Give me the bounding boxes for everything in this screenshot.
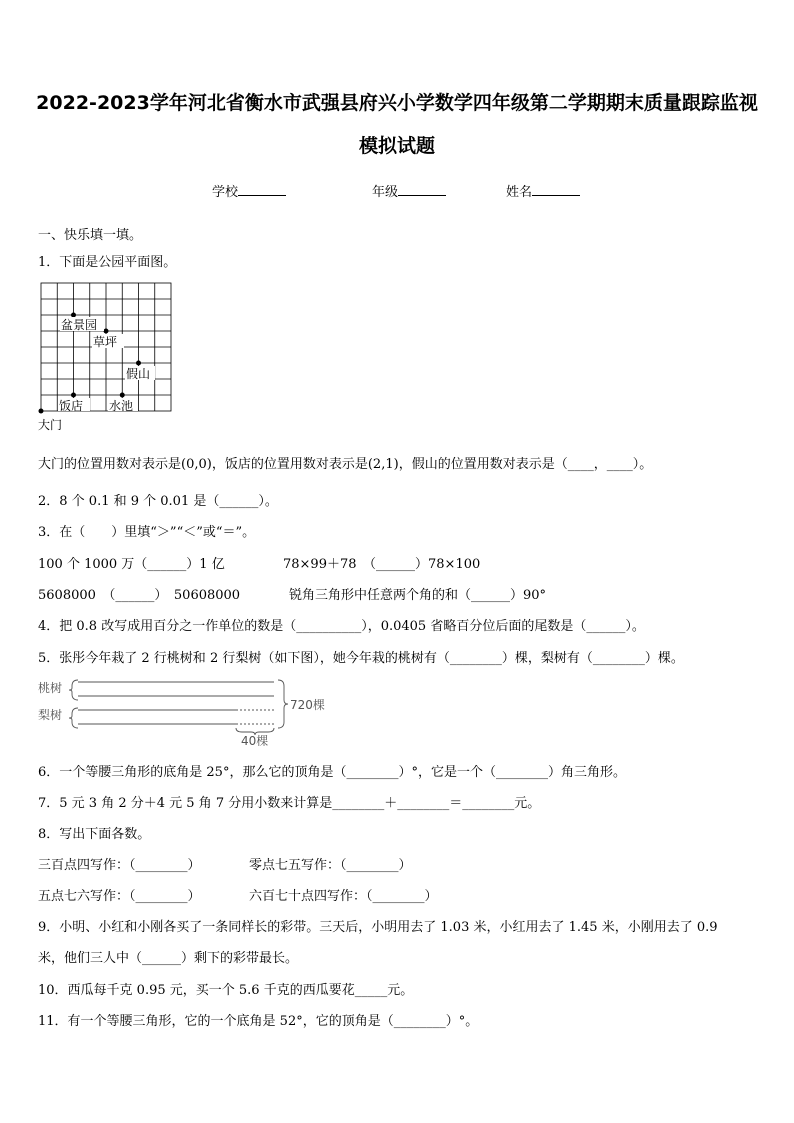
total-label: 720棵 [290,698,325,712]
section-heading: 一、快乐填一填。 [38,228,143,243]
q1-stem: 1．下面是公园平面图。 [38,255,177,270]
q1-text-a: 大门的位置用数对表示是 [38,457,182,472]
q1-text-b: ，饭店的位置用数对表示是 [211,457,368,472]
q1-text-c: ，假山的位置用数对表示是（____，____）。 [398,457,653,472]
fandian-label: 饭店 [59,399,84,413]
grade-label: 年级 [372,185,399,200]
page-title-line2: 模拟试题 [358,135,435,157]
tree-diagram [36,674,336,746]
damen-label: 大门 [38,418,63,432]
q9-line1: 9．小明、小红和小刚各买了一条同样长的彩带。三天后，小明用去了 1.03 米，小红用去了 1.45 米，小刚用去了 0.9 [38,920,718,935]
damen-point [39,409,44,414]
q8-stem: 8．写出下面各数。 [38,827,151,842]
q9-line2: 米，他们三人中（______）剩下的彩带最长。 [38,951,299,966]
shuichi-point [120,393,125,398]
q1-question [38,453,652,472]
q11: 11．有一个等腰三角形，它的一个底角是 52°，它的顶角是（________）°。 [38,1014,479,1029]
q1-coord-b: (2,1) [367,457,399,472]
school-field[interactable] [212,181,286,200]
q3-a: 100 个 1000 万（______）1 亿 [38,557,225,572]
q8-c: 五点七六写作：（________） [38,889,201,904]
penjing-point [71,313,76,318]
q7: 7．5 元 3 角 2 分＋4 元 5 角 7 分用小数来计算是________＋________＝________元。 [38,796,541,811]
shuichi-label: 水池 [109,399,134,413]
q3-stem: 3．在（ ）里填“＞”“＜”或“＝”。 [38,525,256,540]
q3-b: 78×99＋78 （______）78×100 [283,557,481,572]
q5-text: 5．张彤今年栽了 2 行桃树和 2 行梨树（如下图），她今年栽的桃树有（________）棵，梨树有（________）棵。 [38,651,684,666]
q10: 10．西瓜每千克 0.95 元，买一个 5.6 千克的西瓜要花_____元。 [38,983,414,998]
q6: 6．一个等腰三角形的底角是 25°，那么它的顶角是（________）°，它是一个（________）角三角形。 [38,765,626,780]
grade-field[interactable] [372,181,446,200]
peach-label: 桃树 [38,681,63,695]
q4: 4．把 0.8 改写成用百分之一作单位的数是（__________），0.0405 省略百分位后面的尾数是（______）。 [38,619,645,634]
jiashan-label: 假山 [126,367,151,381]
jiashan-point [136,361,141,366]
school-label: 学校 [212,185,239,200]
name-field[interactable] [506,181,580,200]
pear-label: 梨树 [38,708,63,722]
diff-label: 40棵 [241,734,269,746]
page-title-line1: 2022-2023学年河北省衡水市武强县府兴小学数学四年级第二学期期末质量跟踪监视 [36,92,758,114]
penjing-label: 盆景园 [61,318,98,332]
q3-c: 5608000 （______） 50608000 [38,588,241,603]
q2: 2．8 个 0.1 和 9 个 0.01 是（______）。 [38,494,278,509]
park-map [36,280,186,435]
q3-d: 锐角三角形中任意两个角的和（______）90° [289,588,547,603]
q1-coord-a: (0,0) [181,457,212,472]
name-label: 姓名 [506,185,533,200]
q8-d: 六百七十点四写作：（________） [249,889,438,904]
caoping-label: 草坪 [93,335,118,349]
fandian-point [71,393,76,398]
q8-a: 三百点四写作：（________） [38,858,201,873]
caoping-point [104,329,109,334]
q8-b: 零点七五写作：（________） [249,858,412,873]
